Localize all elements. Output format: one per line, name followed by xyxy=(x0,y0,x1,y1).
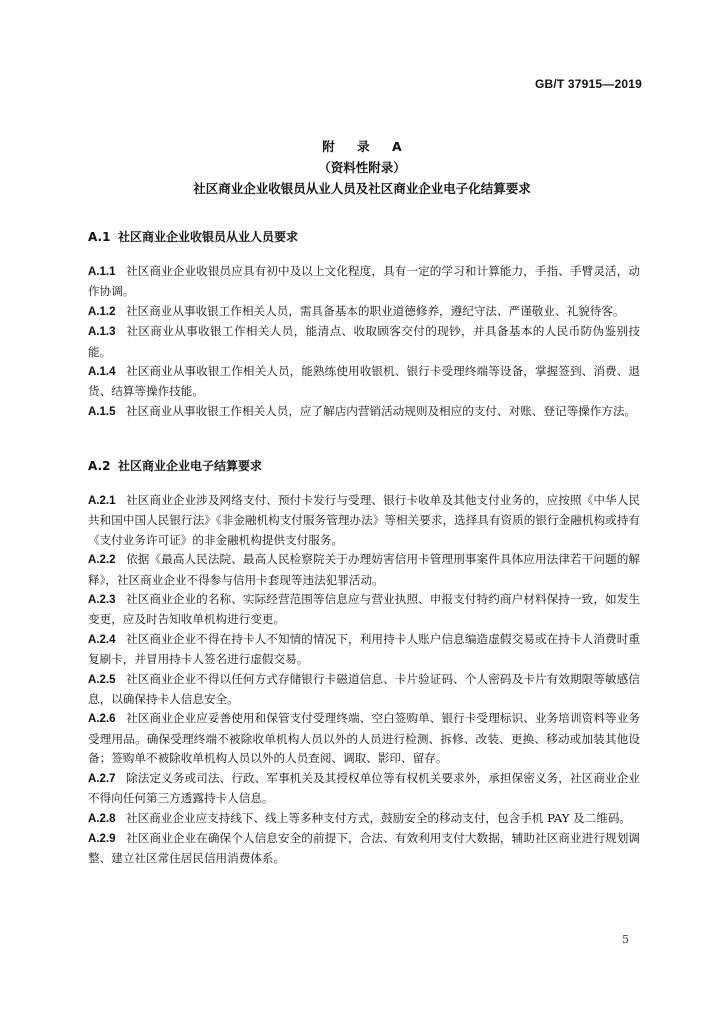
clause-number: A.2.6 xyxy=(88,713,116,726)
clause xyxy=(88,402,640,422)
clause xyxy=(88,362,640,402)
clause-text: 社区商业从事收银工作相关人员，能清点、收取顾客交付的现钞，并具备基本的人民币防伪鉴别技能。 xyxy=(88,324,640,359)
clause xyxy=(88,769,640,809)
page-number: 5 xyxy=(622,933,629,946)
clause-text: 社区商业企业应妥善使用和保管支付受理终端、空白签购单、银行卡受理标识、业务培训资料等业务受理用品。确保受理终端不被除收单机构人员以外的人员进行检测、拆修、改装、更换、移动或加装其他设备；签购单不被除收单机构人员以外的人员查阅、调取、影印、留存。 xyxy=(88,711,640,766)
clause-text: 社区商业企业不得在持卡人不知情的情况下，利用持卡人账户信息编造虚假交易或在持卡人消费时重复刷卡，并冒用持卡人签名进行虚假交易。 xyxy=(88,631,640,667)
clause-text: 社区商业企业的名称、实际经营范围等信息应与营业执照、申报支付特约商户材料保持一致，如发生变更，应及时告知收单机构进行变更。 xyxy=(88,592,640,627)
clause-number: A.2.5 xyxy=(88,673,116,686)
appendix-title-block xyxy=(0,137,724,199)
clause xyxy=(88,829,640,869)
clause-number: A.1.4 xyxy=(88,366,116,379)
clause-number: A.2.2 xyxy=(88,554,116,567)
clause-text: 社区商业企业收银员应具有初中及以上文化程度，具有一定的学习和计算能力，手指、手臂灵活，动作协调。 xyxy=(88,264,640,299)
clause-text: 社区商业从事收银工作相关人员，需具备基本的职业道德修养，遵纪守法、严谨敬业、礼貌待客。 xyxy=(126,303,625,318)
clause-number: A.2.8 xyxy=(88,812,116,825)
section-number: A.2 xyxy=(88,459,111,473)
clause-number: A.1.2 xyxy=(88,305,116,318)
section-a1-clauses xyxy=(88,262,640,422)
section-title: 社区商业企业电子结算要求 xyxy=(118,459,263,473)
clause-text: 依据《最高人民法院、最高人民检察院关于办理妨害信用卡管理刑事案件具体应用法律若干问题的解释》，社区商业企业不得参与信用卡套现等违法犯罪活动。 xyxy=(88,552,640,587)
clause xyxy=(88,709,640,768)
clause-text: 社区商业企业涉及网络支付、预付卡发行与受理、银行卡收单及其他支付业务的，应按照《中华人民共和国中国人民银行法》《非金融机构支付服务管理办法》等相关要求，选择具有资质的银行金融机构或持有《支付业务许可证》的非金融机构提供支付服务。 xyxy=(88,493,640,547)
clause xyxy=(88,590,640,630)
clause-text: 社区商业从事收银工作相关人员，应了解店内营销活动规则及相应的支付、对账、登记等操作方法。 xyxy=(126,403,637,418)
clause xyxy=(88,262,640,302)
clause-text: 除法定义务或司法、行政、军事机关及其授权单位等有权机关要求外，承担保密义务，社区商业企业不得向任何第三方透露持卡人信息。 xyxy=(88,770,640,806)
clause xyxy=(88,809,640,829)
section-title: 社区商业企业收银员从业人员要求 xyxy=(118,230,299,244)
clause-text: 社区商业企业应支持线下、线上等多种支付方式，鼓励安全的移动支付，包含手机 PAY 及二维码。 xyxy=(126,810,632,825)
clause-text: 社区商业从事收银工作相关人员，能熟练使用收银机、银行卡受理终端等设备，掌握签到、消费、退货、结算等操作技能。 xyxy=(88,364,640,399)
section-a2-clauses xyxy=(88,491,640,869)
appendix-title: 附 录 A xyxy=(322,139,411,154)
clause-number: A.2.7 xyxy=(88,772,116,785)
clause-number: A.1.3 xyxy=(88,326,116,339)
clause xyxy=(88,550,640,590)
clause-text: 社区商业企业不得以任何方式存储银行卡磁道信息、卡片验证码、个人密码及卡片有效期限等敏感信息，以确保持卡人信息安全。 xyxy=(88,671,640,707)
clause-number: A.2.1 xyxy=(88,495,116,507)
section-heading-a1 xyxy=(88,228,298,245)
clause xyxy=(88,322,640,362)
appendix-subtitle: （资料性附录） xyxy=(318,160,406,175)
clause-number: A.2.4 xyxy=(88,633,116,646)
section-heading-a2 xyxy=(88,457,262,474)
clause xyxy=(88,491,640,550)
clause-text: 社区商业企业在确保个人信息安全的前提下，合法、有效利用支付大数据，辅助社区商业进行规划调整、建立社区常住居民信用消费体系。 xyxy=(88,830,640,866)
clause-number: A.2.9 xyxy=(88,832,116,845)
clause xyxy=(88,302,640,322)
section-number: A.1 xyxy=(88,230,111,244)
clause xyxy=(88,630,640,670)
standard-code: GB/T 37915—2019 xyxy=(534,77,642,91)
appendix-main-title: 社区商业企业收银员从业人员及社区商业企业电子化结算要求 xyxy=(193,181,531,196)
clause-number: A.1.1 xyxy=(88,266,116,278)
clause-number: A.1.5 xyxy=(88,405,116,418)
clause xyxy=(88,670,640,710)
clause-number: A.2.3 xyxy=(88,594,116,607)
